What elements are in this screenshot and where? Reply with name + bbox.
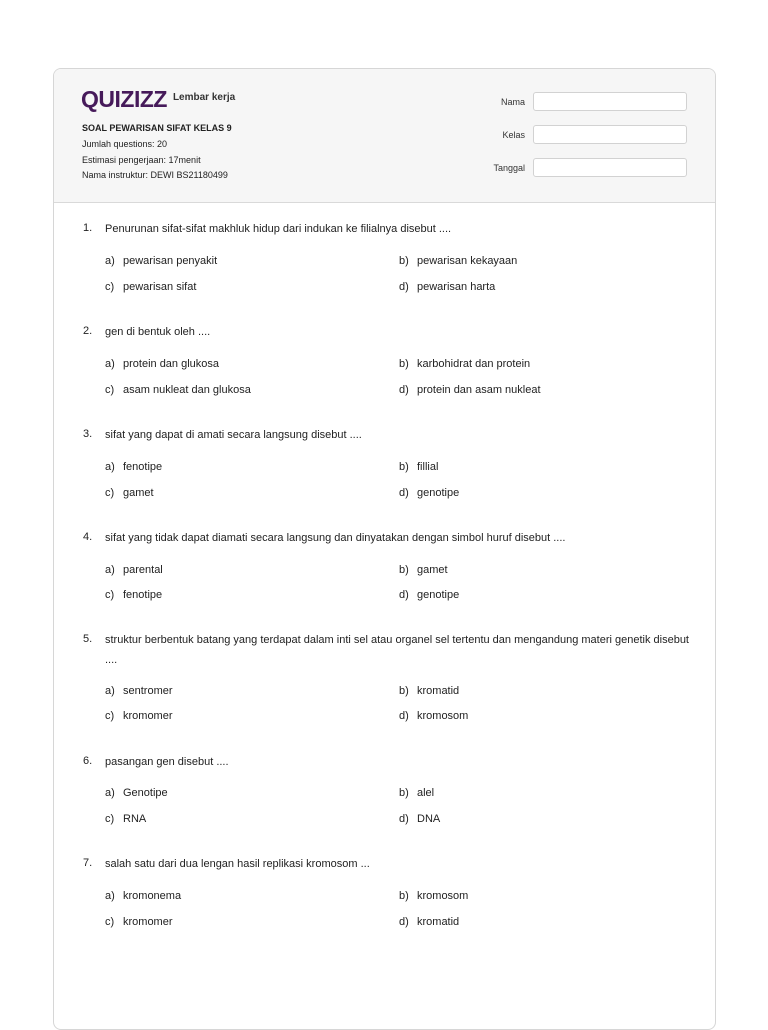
question-text: salah satu dari dua lengan hasil replikasi kromosom ... [105,858,370,870]
option-b[interactable]: b) gamet [399,564,448,576]
option-a[interactable]: a) kromonema [105,890,182,902]
worksheet-label: Lembar kerja [172,91,236,103]
option-b[interactable]: b) alel [399,787,435,799]
option-d[interactable]: d) kromatid [399,916,460,928]
option-a[interactable]: a) fenotipe [105,461,163,473]
question-text: sifat yang dapat di amati secara langsung disebut .... [105,429,362,441]
option-c[interactable]: c) kromomer [105,710,173,722]
option-d[interactable]: d) protein dan asam nukleat [399,384,541,396]
brand [81,87,235,111]
option-d[interactable]: d) kromosom [399,710,469,722]
option-a[interactable]: a) sentromer [105,685,173,697]
question-number: 2. [83,325,93,337]
name-label: Nama [500,97,525,107]
option-c[interactable]: c) gamet [105,487,154,499]
option-b[interactable]: b) pewarisan kekayaan [399,255,518,267]
question-text: pasangan gen disebut .... [105,756,229,768]
question-number: 6. [83,755,93,767]
date-label: Tanggal [493,163,525,173]
name-field[interactable] [533,92,687,111]
option-d[interactable]: d) genotipe [399,487,460,499]
date-field[interactable] [533,158,687,177]
option-c[interactable]: c) fenotipe [105,589,163,601]
option-d[interactable]: d) pewarisan harta [399,281,496,293]
option-a[interactable]: a) pewarisan penyakit [105,255,218,267]
option-a[interactable]: a) protein dan glukosa [105,358,220,370]
option-d[interactable]: d) DNA [399,813,441,825]
quizizz-logo: QUIZIZZ [81,86,167,112]
time-estimate: Estimasi pengerjaan: 17menit [82,155,201,165]
question-number: 1. [83,222,93,234]
question-number: 3. [83,428,93,440]
questions-count: Jumlah questions: 20 [82,139,168,149]
option-b[interactable]: b) fillial [399,461,439,473]
question-text: sifat yang tidak dapat diamati secara langsung dan dinyatakan dengan simbol huruf disebut .... [105,532,566,544]
class-label: Kelas [502,130,525,140]
option-a[interactable]: a) Genotipe [105,787,168,799]
option-c[interactable]: c) asam nukleat dan glukosa [105,384,251,396]
worksheet-header [54,69,715,203]
option-d[interactable]: d) genotipe [399,589,460,601]
question-number: 5. [83,633,93,645]
option-c[interactable]: c) kromomer [105,916,173,928]
option-a[interactable]: a) parental [105,564,163,576]
worksheet [53,68,716,1030]
instructor-name: Nama instruktur: DEWI BS21180499 [82,170,228,180]
question-number: 7. [83,857,93,869]
question-number: 4. [83,531,93,543]
option-b[interactable]: b) kromosom [399,890,469,902]
question-text: struktur berbentuk batang yang terdapat dalam inti sel atau organel sel tertentu dan mengandung materi genetik disebut .... [105,634,689,666]
question-text: Penurunan sifat-sifat makhluk hidup dari indukan ke filialnya disebut .... [105,223,452,235]
option-b[interactable]: b) kromatid [399,685,460,697]
question-text: gen di bentuk oleh .... [105,326,211,338]
option-b[interactable]: b) karbohidrat dan protein [399,358,531,370]
option-c[interactable]: c) pewarisan sifat [105,281,197,293]
option-c[interactable]: c) RNA [105,813,147,825]
worksheet-title: SOAL PEWARISAN SIFAT KELAS 9 [82,123,232,133]
class-field[interactable] [533,125,687,144]
